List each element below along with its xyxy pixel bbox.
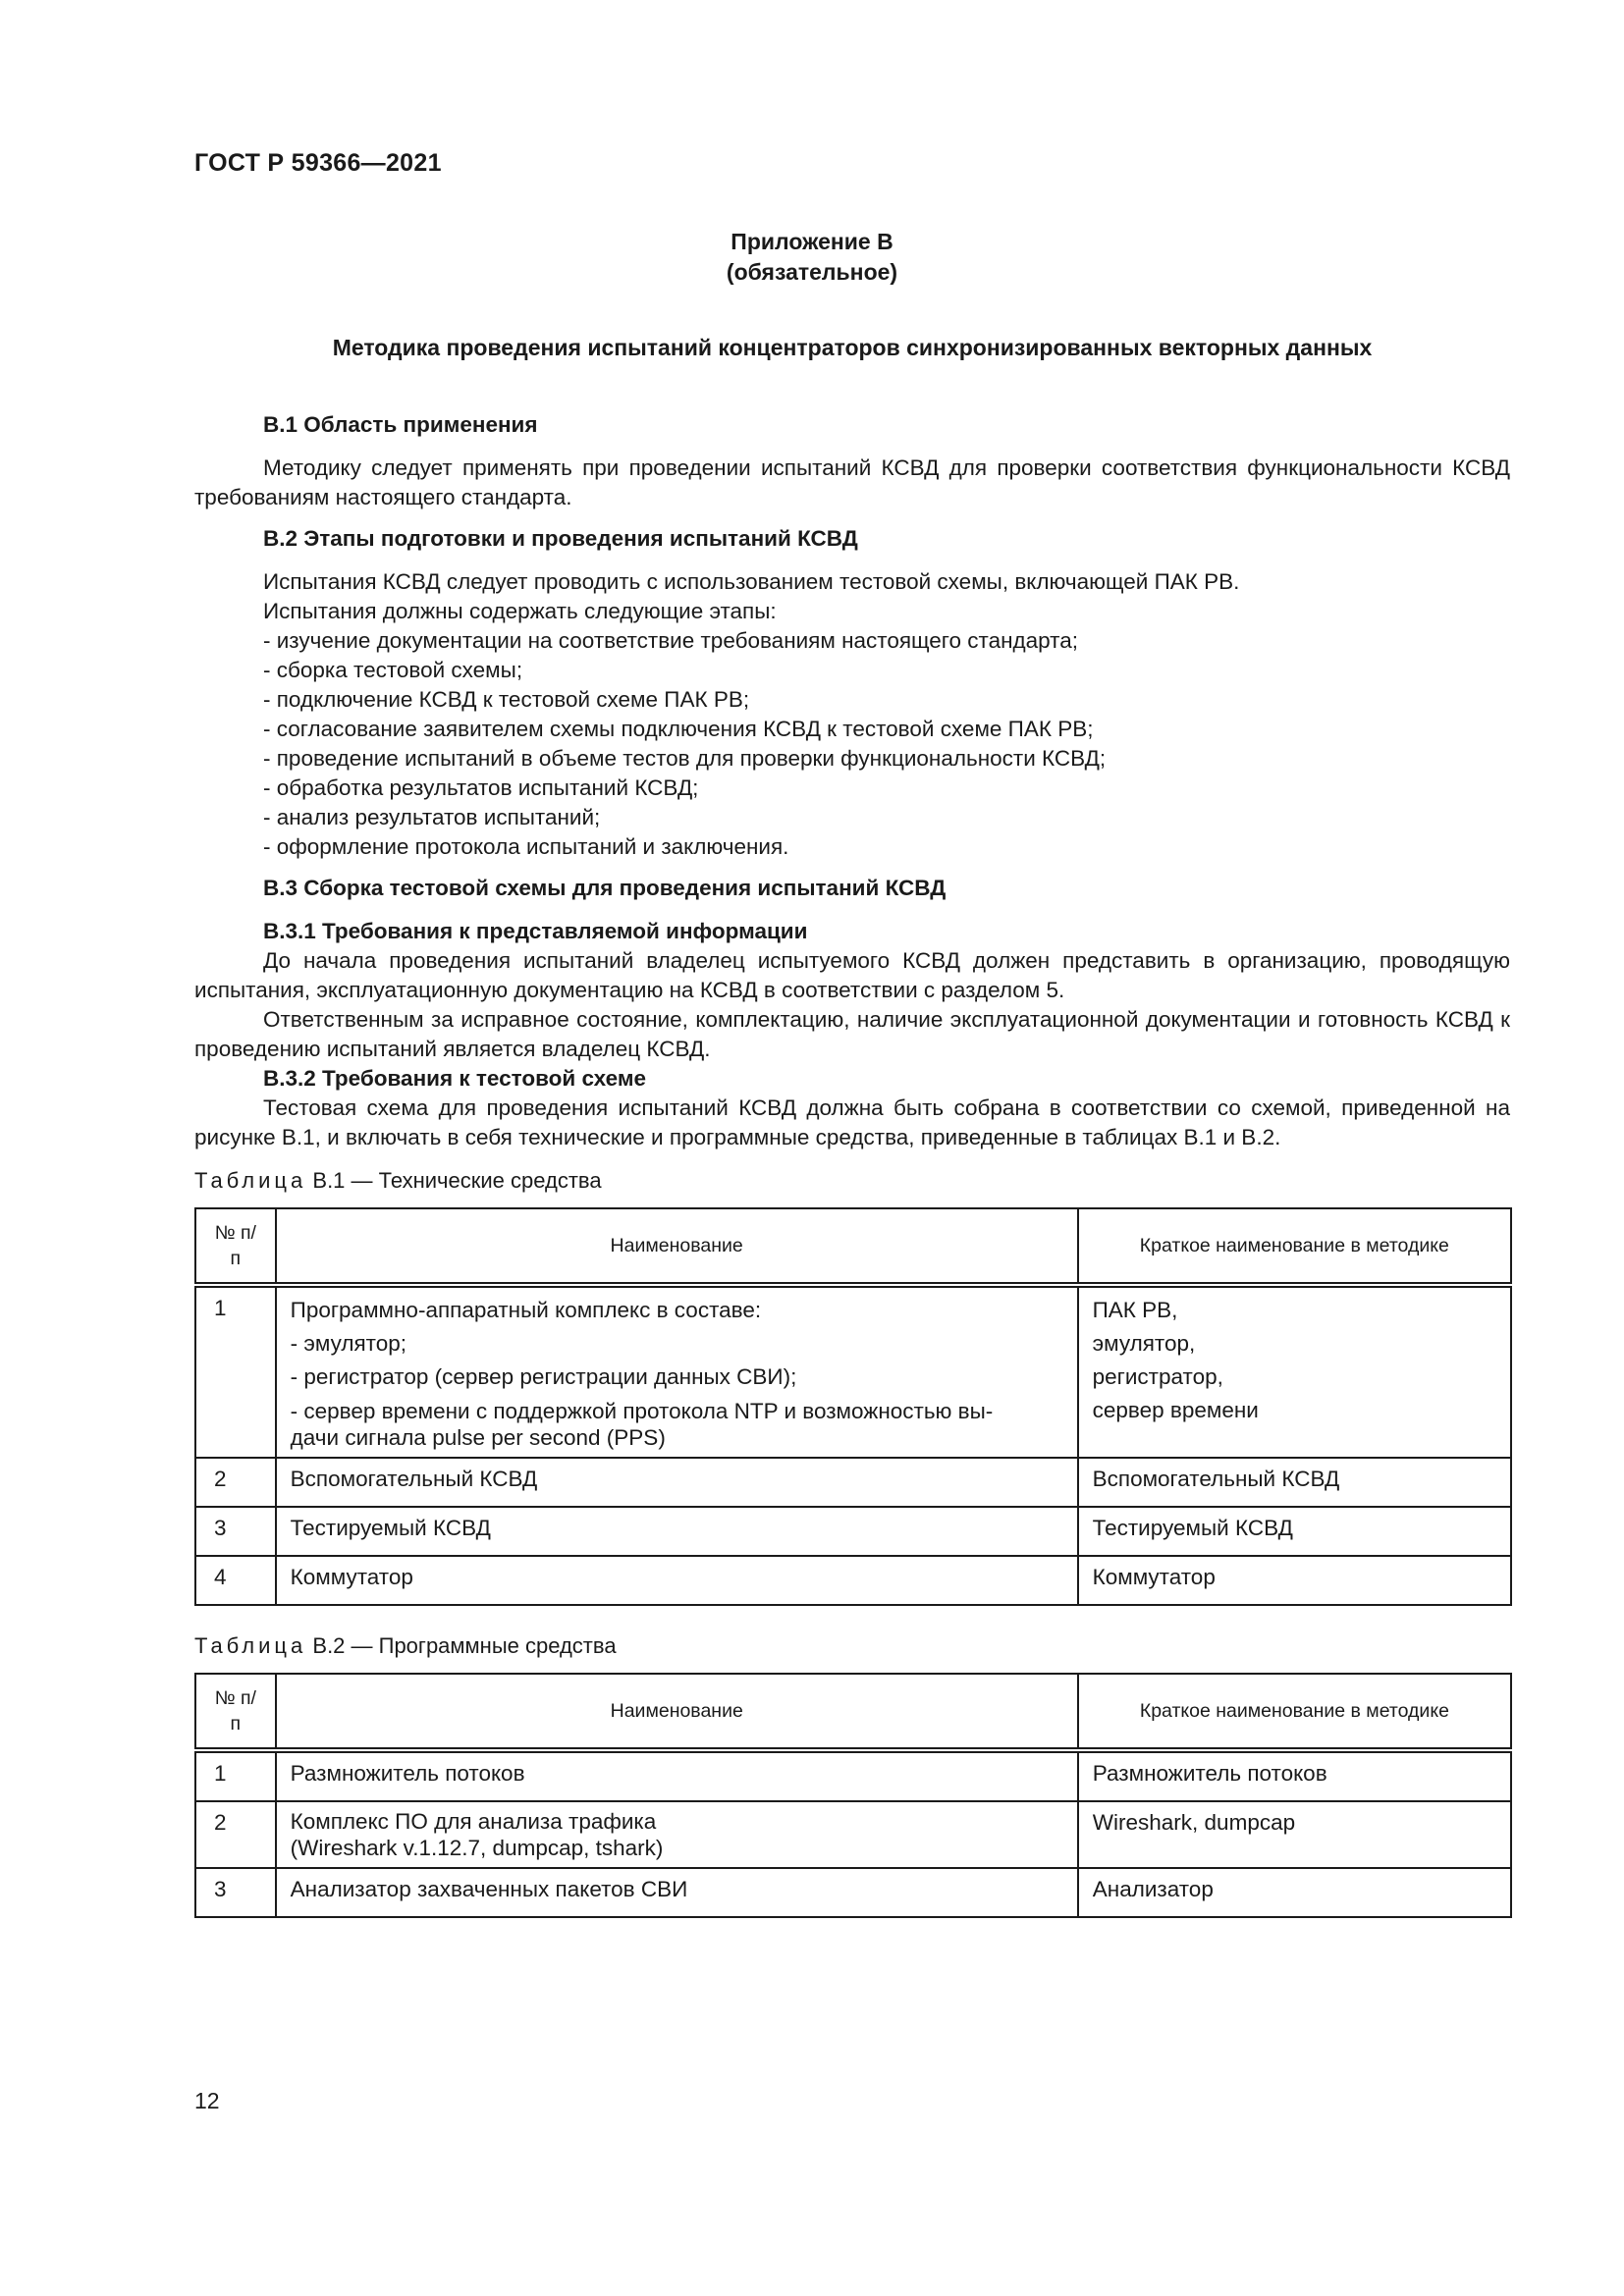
column-header-number: № п/п: [195, 1208, 276, 1285]
row-name: Комплекс ПО для анализа трафика (Wireshark v.1.12.7, dumpcap, tshark): [276, 1801, 1078, 1868]
appendix-status: (обязательное): [726, 259, 898, 285]
section-b32-heading: В.3.2 Требования к тестовой схеме: [263, 1066, 647, 1091]
row-number: 1: [195, 1750, 276, 1801]
table-header-row: [195, 1208, 1511, 1285]
section-b32-paragraph: Тестовая схема для проведения испытаний КСВД должна быть собрана в соответствии со схемой, приведенной на рисунке В.1, и включать в себя технические и программные средства, приведенные в таблицах В.1 и В.2.: [194, 1095, 1510, 1149]
row-number: 3: [195, 1868, 276, 1917]
section-b31-paragraph: Ответственным за исправное состояние, комплектацию, наличие эксплуатационной документации и готовность КСВД к проведению испытаний является владелец КСВД.: [194, 1007, 1510, 1061]
stage-list-item: - изучение документации на соответствие требованиям настоящего стандарта;: [263, 628, 1078, 653]
row-name: Коммутатор: [276, 1556, 1078, 1605]
appendix-title: Приложение В: [731, 229, 893, 254]
row-name: Тестируемый КСВД: [276, 1507, 1078, 1556]
table-b2-caption: [194, 1631, 1510, 1661]
table-row: [195, 1801, 1511, 1868]
row-number: 4: [195, 1556, 276, 1605]
document-code: ГОСТ Р 59366—2021: [194, 149, 442, 177]
row-short-name: Размножитель потоков: [1078, 1750, 1511, 1801]
row-name: Размножитель потоков: [276, 1750, 1078, 1801]
row-short-name: Анализатор: [1078, 1868, 1511, 1917]
column-header-name: Наименование: [276, 1208, 1078, 1285]
table-row: [195, 1285, 1511, 1458]
row-short-name: Коммутатор: [1078, 1556, 1511, 1605]
section-b1-text: Методику следует применять при проведении испытаний КСВД для проверки соответствия функциональности КСВД требованиям настоящего стандарта.: [194, 455, 1510, 509]
stage-list-item: - согласование заявителем схемы подключения КСВД к тестовой схеме ПАК РВ;: [263, 717, 1094, 741]
table-caption-text: В.1 — Технические средства: [312, 1168, 602, 1193]
row-name: Вспомогательный КСВД: [276, 1458, 1078, 1507]
table-caption-word: Таблица: [194, 1168, 307, 1193]
section-b31-paragraph: До начала проведения испытаний владелец испытуемого КСВД должен представить в организацию, проводящую испытания, эксплуатационную документацию на КСВД в соответствии с разделом 5.: [194, 948, 1510, 1002]
stage-list-item: - сборка тестовой схемы;: [263, 658, 523, 682]
section-b2-line: Испытания КСВД следует проводить с использованием тестовой схемы, включающей ПАК РВ.: [263, 569, 1240, 594]
stage-list-item: - проведение испытаний в объеме тестов для проверки функциональности КСВД;: [263, 746, 1107, 771]
table-row: [195, 1868, 1511, 1917]
row-name: Программно-аппаратный комплекс в составе: - эмулятор; - регистратор (сервер регистрации данных СВИ); - сервер времени с поддержкой протокола NTP и возможностью вы- дачи сигнала pulse per second (PPS): [276, 1285, 1078, 1458]
row-number: 2: [195, 1458, 276, 1507]
column-header-number: № п/п: [195, 1674, 276, 1750]
section-b2-line: Испытания должны содержать следующие этапы:: [263, 599, 777, 623]
section-b1-heading: В.1 Область применения: [263, 412, 538, 437]
section-b3-heading: В.3 Сборка тестовой схемы для проведения испытаний КСВД: [263, 876, 947, 900]
row-name: Анализатор захваченных пакетов СВИ: [276, 1868, 1078, 1917]
row-number: 3: [195, 1507, 276, 1556]
section-b2-heading: В.2 Этапы подготовки и проведения испытаний КСВД: [263, 526, 858, 551]
table-row: [195, 1556, 1511, 1605]
table-caption-text: В.2 — Программные средства: [312, 1633, 617, 1658]
appendix-heading: [0, 227, 1624, 288]
table-row: [195, 1458, 1511, 1507]
page-number: 12: [194, 2088, 220, 2113]
table-b1-caption: [194, 1166, 1510, 1196]
column-header-short-name: Краткое наименование в методике: [1078, 1674, 1511, 1750]
row-short-name: Wireshark, dumpcap: [1078, 1801, 1511, 1868]
table-b1: [194, 1207, 1512, 1606]
table-b2: [194, 1673, 1512, 1918]
stage-list-item: - подключение КСВД к тестовой схеме ПАК РВ;: [263, 687, 750, 712]
main-title: Методика проведения испытаний концентраторов синхронизированных векторных данных: [332, 335, 1373, 360]
document-body: [194, 410, 1510, 1918]
table-row: [195, 1507, 1511, 1556]
column-header-name: Наименование: [276, 1674, 1078, 1750]
stage-list-item: - анализ результатов испытаний;: [263, 805, 601, 829]
row-number: 1: [195, 1285, 276, 1458]
section-b31-heading: В.3.1 Требования к представляемой информации: [263, 919, 808, 943]
stage-list-item: - обработка результатов испытаний КСВД;: [263, 775, 699, 800]
row-short-name: Вспомогательный КСВД: [1078, 1458, 1511, 1507]
table-header-row: [195, 1674, 1511, 1750]
row-short-name: Тестируемый КСВД: [1078, 1507, 1511, 1556]
column-header-short-name: Краткое наименование в методике: [1078, 1208, 1511, 1285]
table-caption-word: Таблица: [194, 1633, 307, 1658]
table-row: [195, 1750, 1511, 1801]
row-short-name: ПАК РВ, эмулятор, регистратор, сервер времени: [1078, 1285, 1511, 1458]
row-number: 2: [195, 1801, 276, 1868]
stage-list-item: - оформление протокола испытаний и заключения.: [263, 834, 789, 859]
